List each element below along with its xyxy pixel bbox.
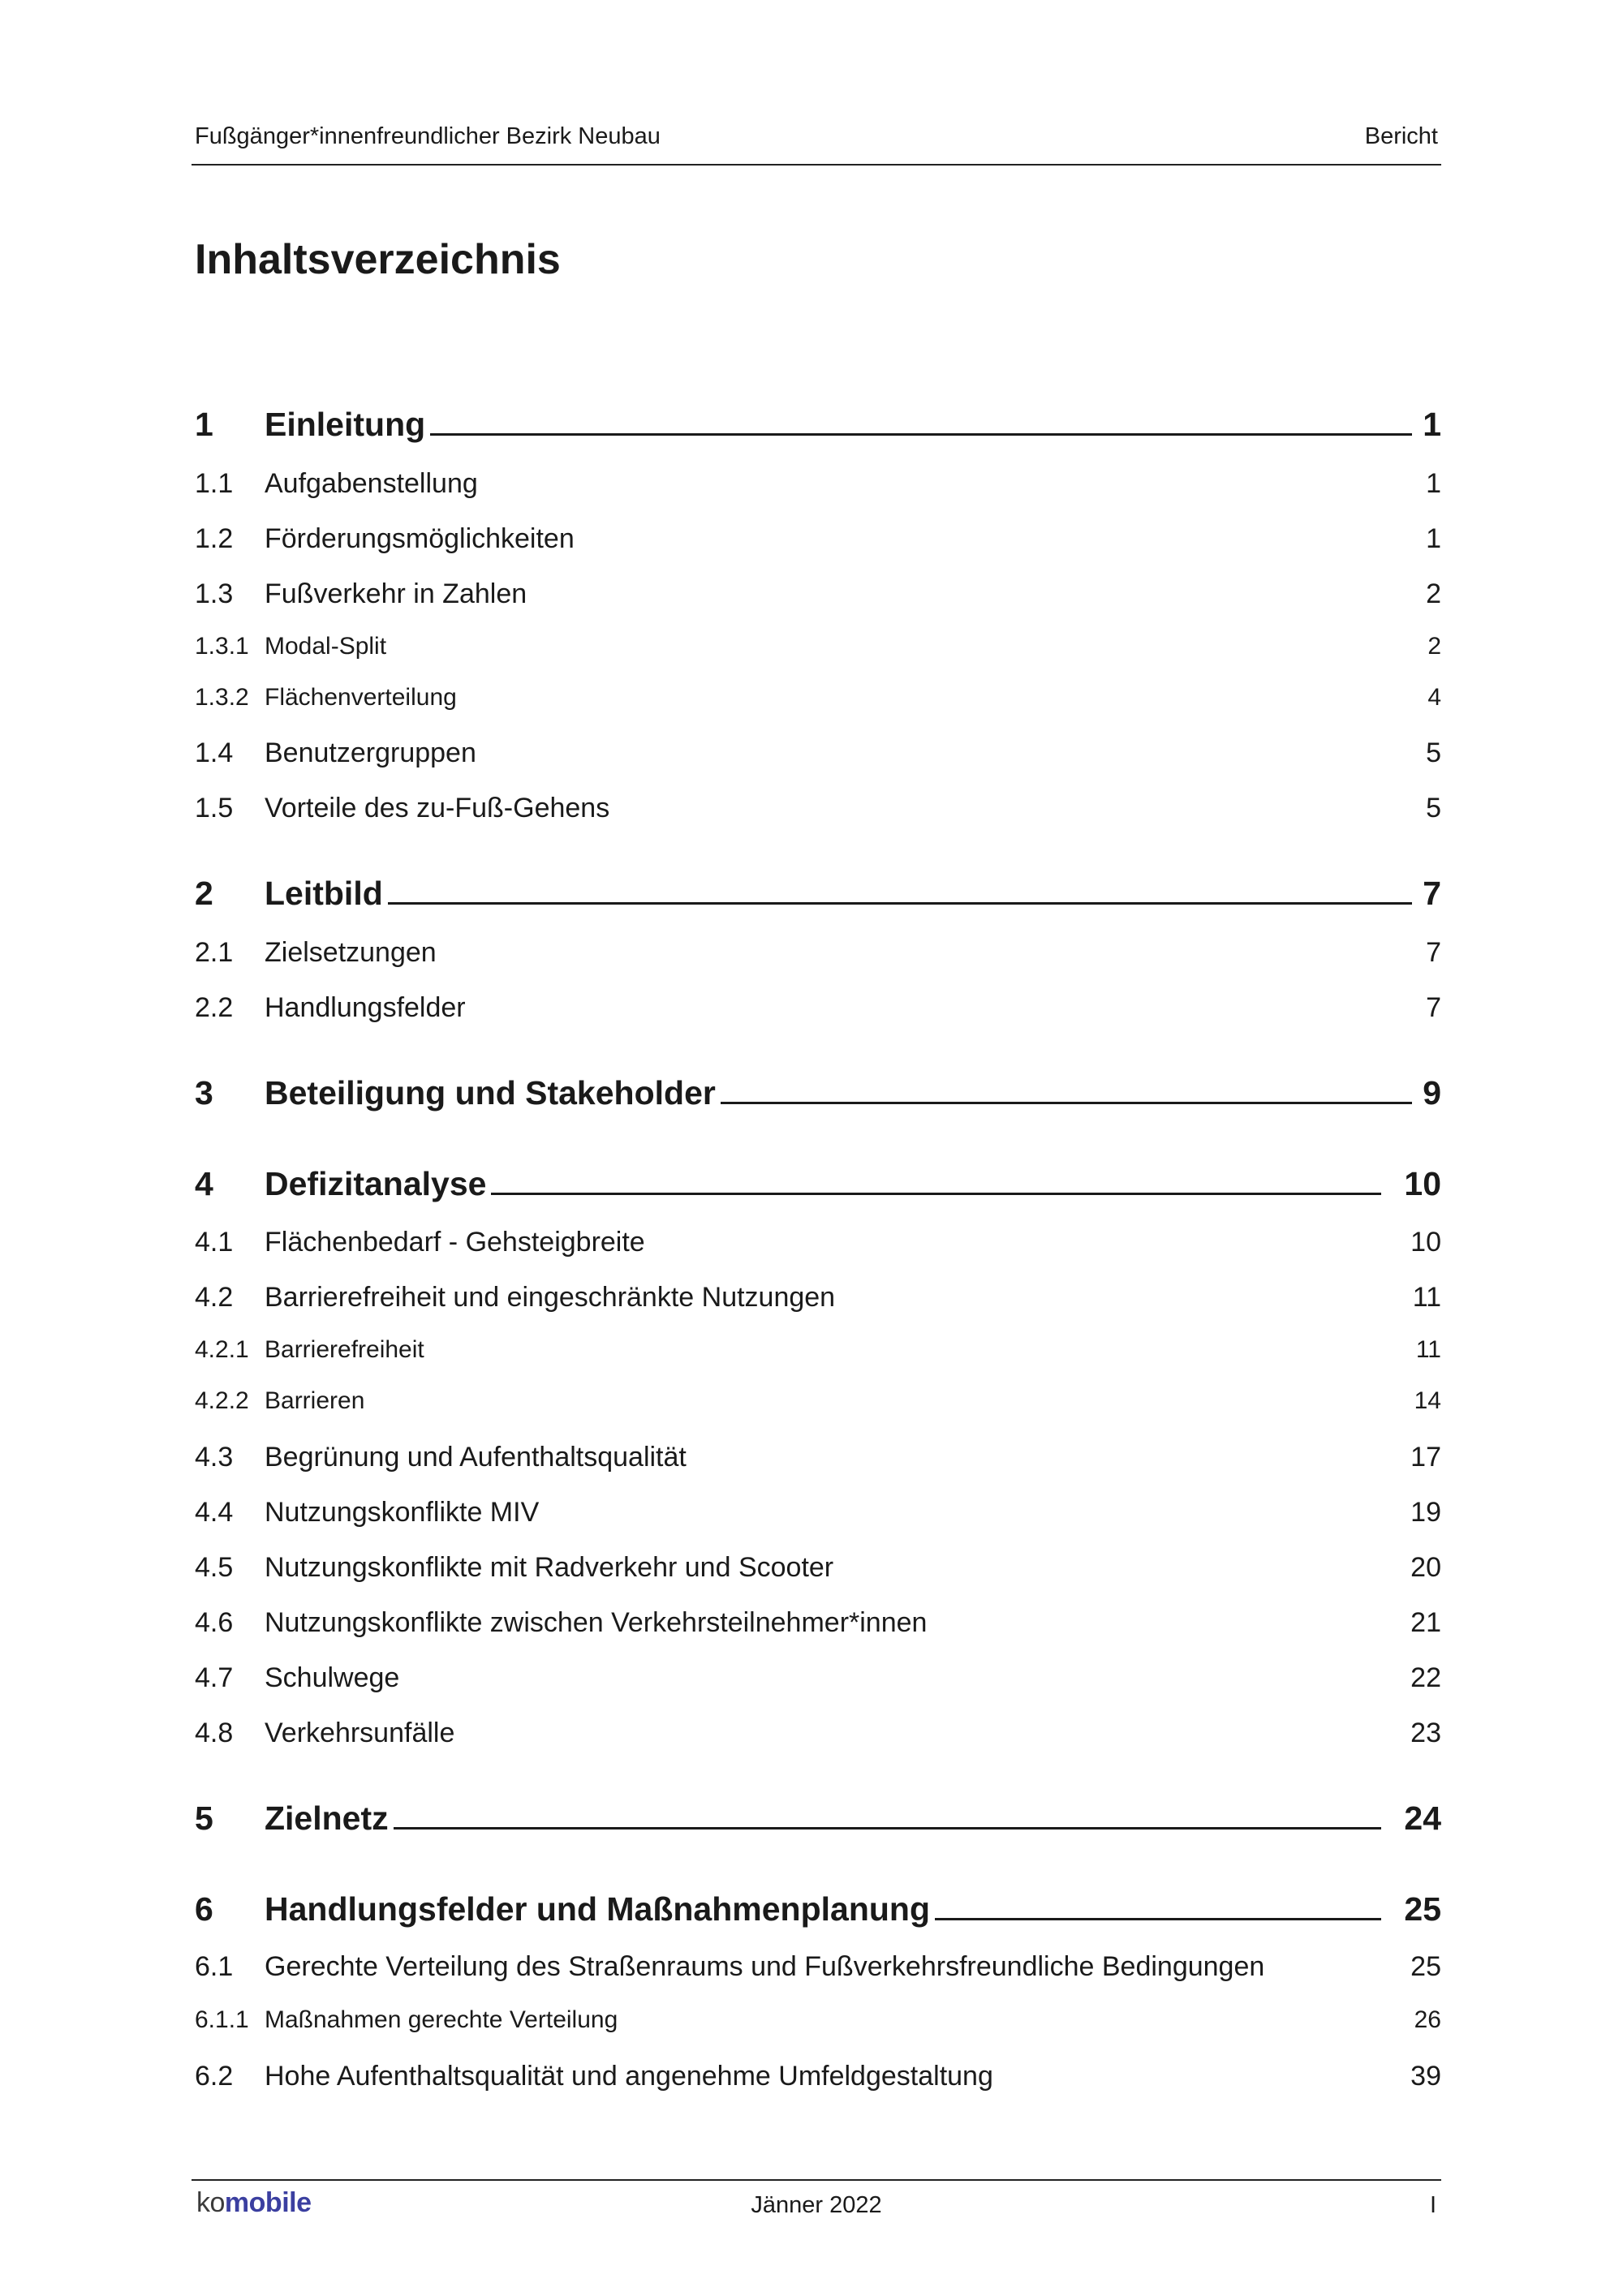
toc-entry-number: 2.2: [195, 992, 234, 1023]
toc-entry-4-6[interactable]: [195, 1607, 1441, 1653]
toc-leader-line: [935, 1890, 1381, 1920]
toc-entry-number: 1.1: [195, 468, 234, 499]
toc-entry-number: 1.3: [195, 578, 234, 609]
toc-entry-page: 1: [1423, 406, 1441, 443]
toc-entry-6[interactable]: [195, 1890, 1441, 1936]
toc-entry-title: Verkehrsunfälle: [265, 1718, 455, 1748]
toc-entry-4-8[interactable]: [195, 1718, 1441, 1763]
toc-entry-number: 2.1: [195, 937, 234, 968]
toc-entry-title: Beteiligung und Stakeholder: [265, 1074, 1412, 1112]
toc-entry-1-3-2[interactable]: [195, 684, 1441, 729]
toc-entry-number: 4.3: [195, 1442, 234, 1473]
footer-page-number: I: [1429, 2192, 1436, 2218]
toc-entry-title: Nutzungskonflikte zwischen Verkehrsteilnehmer*innen: [265, 1607, 928, 1638]
toc-entry-page: 10: [1410, 1227, 1441, 1258]
toc-entry-1[interactable]: [195, 406, 1441, 451]
toc-entry-number: 2: [195, 875, 213, 912]
toc-entry-title: Fußverkehr in Zahlen: [265, 578, 527, 609]
toc-entry-page: 5: [1426, 793, 1441, 823]
toc-entry-4-7[interactable]: [195, 1662, 1441, 1708]
toc-entry-6-1-1[interactable]: [195, 2006, 1441, 2052]
toc-entry-number: 1.5: [195, 793, 234, 823]
toc-entry-4-3[interactable]: [195, 1442, 1441, 1487]
toc-entry-title: Barrierefreiheit: [265, 1336, 424, 1363]
page-title: Inhaltsverzeichnis: [195, 236, 561, 283]
toc-entry-title: Nutzungskonflikte MIV: [265, 1497, 540, 1528]
toc-entry-page: 23: [1410, 1718, 1441, 1748]
toc-entry-number: 6.2: [195, 2061, 234, 2092]
toc-entry-title: Nutzungskonflikte mit Radverkehr und Scooter: [265, 1552, 834, 1583]
toc-entry-page: 2: [1426, 578, 1441, 609]
toc-leader-line: [394, 1799, 1381, 1829]
toc-entry-number: 4: [195, 1165, 213, 1202]
toc-entry-title: Schulwege: [265, 1662, 400, 1693]
toc-entry-number: 4.1: [195, 1227, 234, 1258]
toc-entry-4-2[interactable]: [195, 1282, 1441, 1327]
toc-entry-page: 5: [1426, 737, 1441, 768]
toc-entry-title: Hohe Aufenthaltsqualität und angenehme Umfeldgestaltung: [265, 2061, 993, 2092]
toc-entry-4-2-2[interactable]: [195, 1387, 1441, 1433]
toc-entry-page: 11: [1415, 1336, 1441, 1363]
toc-entry-number: 6: [195, 1890, 213, 1928]
toc-leader-line: [430, 406, 1412, 436]
toc-entry-number: 1.4: [195, 737, 234, 768]
komobile-logo: komobile: [196, 2187, 312, 2218]
toc-entry-number: 4.5: [195, 1552, 234, 1583]
toc-leader-line: [388, 875, 1412, 905]
footer-date: Jänner 2022: [751, 2192, 882, 2218]
header-document-title: Fußgänger*innenfreundlicher Bezirk Neubau: [195, 123, 661, 149]
toc-leader-line: [491, 1165, 1381, 1195]
toc-entry-1-4[interactable]: [195, 737, 1441, 783]
toc-entry-page: 9: [1423, 1074, 1441, 1111]
toc-entry-number: 3: [195, 1074, 213, 1111]
toc-entry-title: Zielnetz: [265, 1799, 1381, 1838]
toc-entry-1-5[interactable]: [195, 793, 1441, 838]
toc-entry-page: 24: [1404, 1799, 1441, 1837]
toc-entry-number: 5: [195, 1799, 213, 1837]
toc-entry-title: Modal-Split: [265, 633, 387, 660]
toc-entry-title: Maßnahmen gerechte Verteilung: [265, 2006, 618, 2033]
page-footer: [192, 2179, 1441, 2229]
toc-entry-title: Handlungsfelder: [265, 992, 466, 1023]
toc-entry-4-2-1[interactable]: [195, 1336, 1441, 1382]
toc-entry-title: Vorteile des zu-Fuß-Gehens: [265, 793, 610, 823]
toc-entry-page: 14: [1414, 1387, 1441, 1414]
toc-entry-page: 7: [1426, 992, 1441, 1023]
toc-entry-6-2[interactable]: [195, 2061, 1441, 2106]
toc-entry-1-3-1[interactable]: [195, 633, 1441, 678]
toc-entry-page: 22: [1410, 1662, 1441, 1693]
toc-entry-number: 4.7: [195, 1662, 234, 1693]
toc-entry-number: 4.2.2: [195, 1387, 249, 1414]
toc-entry-2[interactable]: [195, 875, 1441, 920]
toc-entry-page: 17: [1410, 1442, 1441, 1473]
toc-entry-number: 6.1: [195, 1951, 234, 1982]
toc-entry-title: Benutzergruppen: [265, 737, 476, 768]
toc-entry-number: 1.2: [195, 523, 234, 554]
toc-entry-4-4[interactable]: [195, 1497, 1441, 1542]
toc-entry-number: 4.2.1: [195, 1336, 249, 1363]
toc-entry-title: Defizitanalyse: [265, 1165, 1381, 1203]
toc-entry-number: 4.2: [195, 1282, 234, 1313]
header-document-type: Bericht: [1364, 123, 1438, 149]
toc-entry-number: 1.3.1: [195, 633, 249, 660]
toc-entry-page: 2: [1427, 633, 1441, 660]
toc-entry-4-1[interactable]: [195, 1227, 1441, 1272]
toc-entry-page: 39: [1410, 2061, 1441, 2092]
toc-entry-title: Flächenbedarf - Gehsteigbreite: [265, 1227, 645, 1258]
toc-entry-1-1[interactable]: [195, 468, 1441, 514]
toc-leader-line: [721, 1074, 1412, 1104]
toc-entry-page: 19: [1410, 1497, 1441, 1528]
toc-entry-1-3[interactable]: [195, 578, 1441, 624]
toc-entry-title: Aufgabenstellung: [265, 468, 478, 499]
toc-entry-number: 4.4: [195, 1497, 234, 1528]
toc-entry-title: Handlungsfelder und Maßnahmenplanung: [265, 1890, 1381, 1928]
toc-entry-title: Leitbild: [265, 875, 1412, 913]
toc-entry-5[interactable]: [195, 1799, 1441, 1845]
toc-entry-1-2[interactable]: [195, 523, 1441, 569]
toc-entry-page: 20: [1410, 1552, 1441, 1583]
page-header: [192, 120, 1441, 166]
toc-entry-title: Barrieren: [265, 1387, 365, 1414]
toc-entry-page: 21: [1410, 1607, 1441, 1638]
toc-entry-page: 7: [1423, 875, 1441, 912]
toc-entry-number: 6.1.1: [195, 2006, 249, 2033]
toc-entry-title: Barrierefreiheit und eingeschränkte Nutzungen: [265, 1282, 836, 1313]
toc-entry-title: Zielsetzungen: [265, 937, 437, 968]
toc-entry-page: 1: [1426, 523, 1441, 554]
toc-entry-page: 25: [1410, 1951, 1441, 1982]
toc-entry-title: Begrünung und Aufenthaltsqualität: [265, 1442, 687, 1473]
toc-entry-page: 10: [1404, 1165, 1441, 1202]
toc-entry-title: Einleitung: [265, 406, 1412, 444]
toc-entry-page: 11: [1412, 1282, 1441, 1313]
toc-entry-3[interactable]: [195, 1074, 1441, 1120]
toc-entry-4-5[interactable]: [195, 1552, 1441, 1597]
toc-entry-page: 25: [1404, 1890, 1441, 1928]
toc-entry-number: 4.6: [195, 1607, 234, 1638]
toc-entry-number: 1.3.2: [195, 684, 249, 711]
toc-entry-title: Flächenverteilung: [265, 684, 457, 711]
toc-entry-4[interactable]: [195, 1165, 1441, 1210]
toc-entry-page: 7: [1426, 937, 1441, 968]
toc-entry-page: 26: [1414, 2006, 1441, 2033]
toc-entry-page: 4: [1427, 684, 1441, 711]
toc-entry-number: 1: [195, 406, 213, 443]
toc-entry-number: 4.8: [195, 1718, 234, 1748]
toc-entry-title: Förderungsmöglichkeiten: [265, 523, 575, 554]
toc-entry-page: 1: [1426, 468, 1441, 499]
toc-entry-title: Gerechte Verteilung des Straßenraums und Fußverkehrsfreundliche Bedingungen: [265, 1951, 1265, 1982]
toc-entry-2-1[interactable]: [195, 937, 1441, 982]
toc-entry-2-2[interactable]: [195, 992, 1441, 1038]
toc-entry-6-1[interactable]: [195, 1951, 1441, 1997]
